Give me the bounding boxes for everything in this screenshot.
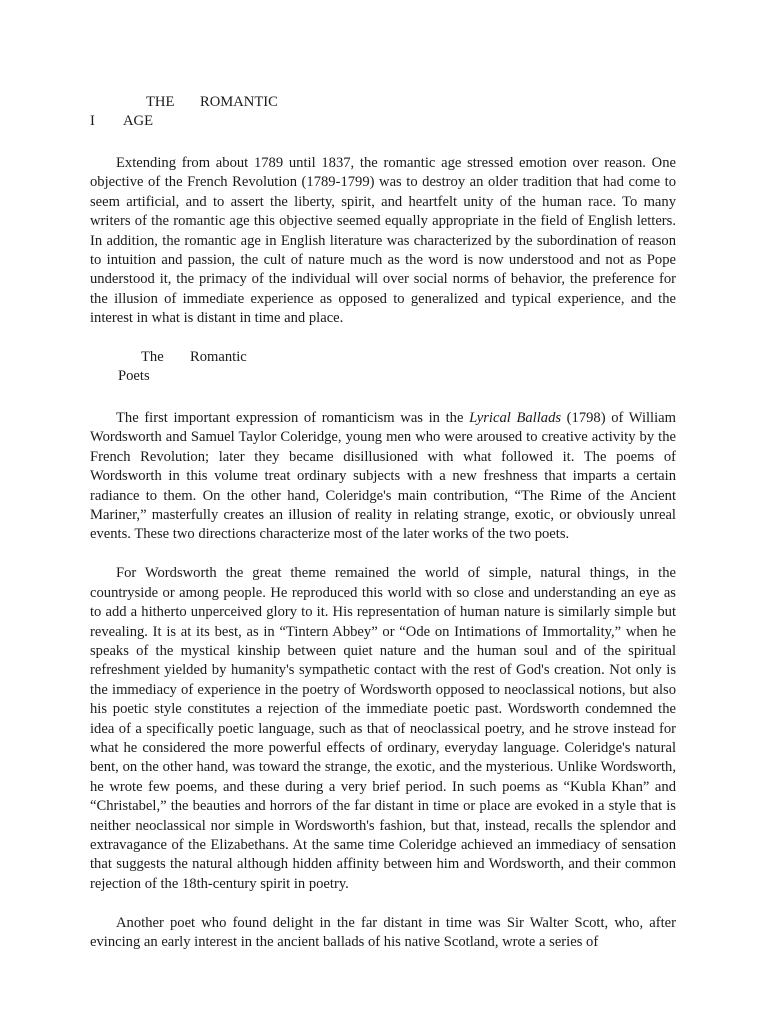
heading-word-poets: Poets <box>118 368 150 385</box>
heading-numeral: I <box>90 113 95 130</box>
section-heading-romantic-age <box>90 93 676 133</box>
lyrical-ballads-title: Lyrical Ballads <box>469 410 562 427</box>
paragraph-intro: Extending from about 1789 until 1837, the romantic age stressed emotion over reason. One objective of the French Revolution (1789-1799) was to destroy an older tradition that had come to seem artificial, and to assert the liberty, spirit, and heartfelt unity of the human race. To many writers of the romantic age this objective seemed equally appropriate in the field of English letters. In addition, the romantic age in English literature was characterized by the subordination of reason to intuition and passion, the cult of nature much as the word is now understood and not as Pope understood it, the primacy of the individual will over social norms of behavior, the preference for the illusion of immediate experience as opposed to generalized and typical experience, and the interest in what is distant in time and place. <box>90 155 676 327</box>
heading-word-romantic: ROMANTIC <box>200 94 278 110</box>
paragraph-lyrical-ballads <box>90 409 676 545</box>
paragraph-wordsworth: For Wordsworth the great theme remained the world of simple, natural things, in the countryside or among people. He reproduced this world with so close and understanding an eye as to add a hitherto unperceived glory to it. His representation of human nature is similarly simple but revealing. It is at its best, as in “Tintern Abbey” or “Ode on Intimations of Immortality,” when he speaks of the mystical kinship between quiet nature and the human soul and of the spiritual refreshment yielded by humanity's sympathetic contact with the rest of God's creation. Not only is the immediacy of experience in the poetry of Wordsworth opposed to neoclassical notions, but also his poetic style constitutes a rejection of the immediate poetic past. Wordsworth condemned the idea of a specifically poetic language, such as that of neoclassical poetry, and he strove instead for what he considered the more powerful effects of ordinary, everyday language. Coleridge's natural bent, on the other hand, was toward the strange, the exotic, and the mysterious. Unlike Wordsworth, he wrote few poems, and these during a very brief period. In such poems as “Kubla Khan” and “Christabel,” the beauties and horrors of the far distant in time or place are evoked in a style that is neither neoclassical nor simple in Wordsworth's fashion, but that, instead, recalls the splendor and extravagance of the Elizabethans. At the same time Coleridge achieved an immediacy of sensation that suggests the natural although hidden affinity between him and Wordsworth, and their common rejection of the 18th-century spirit in poetry. <box>90 565 676 892</box>
paragraph-lyrical-ballads-text-before: The first important expression of romanticism was in the <box>116 410 470 427</box>
heading-word-romantic-2: Romantic <box>190 349 247 366</box>
paragraph-lyrical-ballads-text-after: (1798) of William Wordsworth and Samuel Taylor Coleridge, young men who were aroused to creative activity by the French Revolution; later they became disillusioned with what followed it. The poems of Wordsworth in this volume treat ordinary subjects with a new freshness that imparts a certain radiance to them. On the other hand, Coleridge's main contribution, “The Rime of the Ancient Mariner,” masterfully creates an illusion of reality in relating strange, exotic, or obviously unreal events. These two directions characterize most of the later works of the two poets. <box>90 410 676 543</box>
section-heading-romantic-poets <box>90 348 676 388</box>
heading-word-the-2: The <box>141 349 164 366</box>
paragraph-walter-scott: Another poet who found delight in the far distant in time was Sir Walter Scott, who, after evincing an early interest in the ancient ballads of his native Scotland, wrote a series of <box>90 914 676 950</box>
document-page <box>90 93 676 972</box>
heading-word-age: AGE <box>123 113 153 130</box>
heading-word-the: THE <box>146 94 175 110</box>
